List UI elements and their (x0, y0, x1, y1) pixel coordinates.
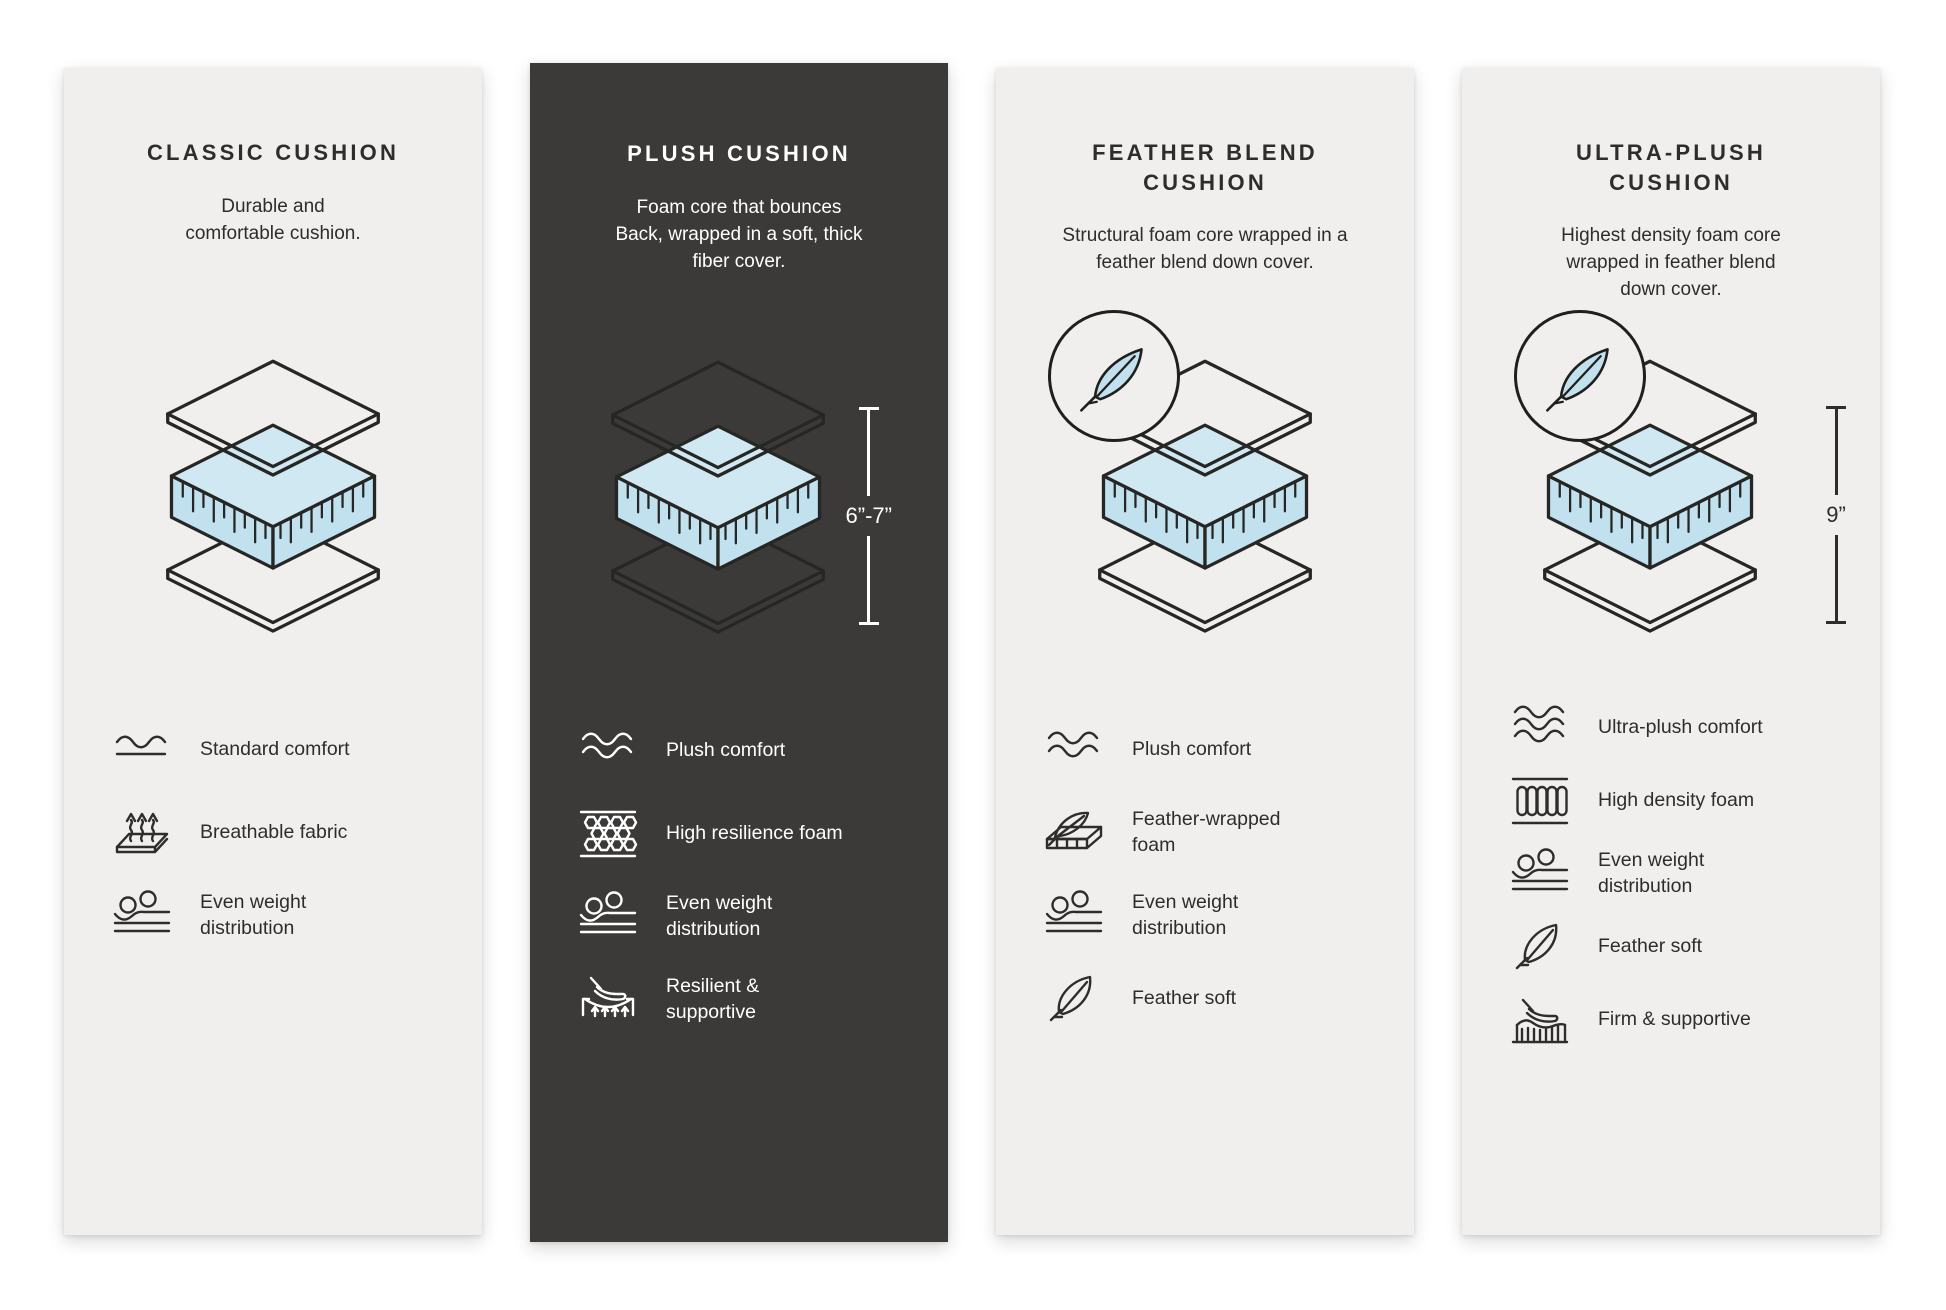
panel-description: Structural foam core wrapped in a feather blend down cover. (1062, 225, 1348, 274)
measure-line (1835, 535, 1838, 621)
feature-label: Plush comfort (666, 739, 786, 762)
feature-list (94, 722, 452, 944)
feature-row (110, 805, 452, 861)
feature-row (1042, 888, 1384, 944)
feature-label: Firm & supportive (1598, 1008, 1751, 1031)
measure-value: 6”-7” (845, 503, 892, 528)
panel-title: CLASSIC CUSHION (146, 140, 400, 165)
panel-header (1492, 138, 1850, 328)
feather-badge (1048, 310, 1180, 442)
feather-icon (1042, 972, 1106, 1026)
feature-list (1492, 700, 1850, 1048)
feature-row (110, 888, 452, 944)
feature-label: Standard comfort (200, 738, 350, 761)
cushion-layers-illustration (560, 329, 918, 659)
panel-classic-cushion (64, 68, 482, 1235)
breathable-fabric-icon (110, 806, 174, 860)
firm-supportive-icon (1508, 993, 1572, 1047)
even-weight-icon (110, 889, 174, 943)
feather-icon (1508, 920, 1572, 974)
measure-line (1835, 409, 1838, 495)
height-measurement (846, 407, 892, 625)
wave-standard-comfort-icon (110, 723, 174, 777)
height-measurement (1826, 406, 1846, 624)
high-density-foam-icon (1508, 774, 1572, 828)
feature-row (1508, 846, 1850, 902)
cushion-layers-illustration (1026, 328, 1384, 658)
feature-row (1042, 722, 1384, 778)
feature-label: High density foam (1598, 789, 1755, 812)
cushion-layers-illustration (1492, 328, 1850, 658)
feature-label: High resilience foam (666, 822, 843, 845)
feature-label: Feather-wrapped foam (1132, 808, 1281, 856)
feature-row (1508, 773, 1850, 829)
feature-label: Even weight distribution (666, 892, 773, 940)
feature-row (1508, 700, 1850, 756)
feature-label: Feather soft (1132, 987, 1237, 1010)
feature-label: Even weight distribution (200, 891, 307, 939)
even-weight-icon (576, 890, 640, 944)
panel-plush-cushion (530, 63, 948, 1242)
measure-bottom-cap (1826, 621, 1846, 624)
panel-ultra-plush-cushion (1462, 68, 1880, 1235)
wave-plush-comfort-icon (1042, 723, 1106, 777)
panel-description: Highest density foam core wrapped in feather blend down cover. (1561, 225, 1781, 301)
feature-label: Ultra-plush comfort (1598, 716, 1763, 739)
wave-plush-comfort-icon (576, 724, 640, 778)
panel-title: PLUSH CUSHION (627, 141, 851, 166)
feature-row (1508, 992, 1850, 1048)
panel-title: ULTRA-PLUSH CUSHION (1576, 140, 1766, 195)
feature-list (560, 723, 918, 1028)
feature-row (576, 806, 918, 862)
feather-icon (1071, 333, 1157, 419)
feature-label: Breathable fabric (200, 821, 348, 844)
feature-label: Even weight distribution (1132, 891, 1239, 939)
feature-list (1026, 722, 1384, 1027)
feather-badge (1514, 310, 1646, 442)
feature-row (110, 722, 452, 778)
feature-label: Plush comfort (1132, 738, 1252, 761)
feature-row (576, 972, 918, 1028)
measure-value: 9” (1826, 502, 1846, 527)
panel-description: Foam core that bounces Back, wrapped in a soft, thick fiber cover. (615, 196, 863, 272)
panel-header (560, 139, 918, 329)
measure-line (867, 536, 870, 622)
cushion-layers-icon (577, 351, 859, 637)
panel-header (1026, 138, 1384, 328)
feature-row (576, 723, 918, 779)
even-weight-icon (1042, 889, 1106, 943)
wave-ultra-plush-comfort-icon (1508, 701, 1572, 755)
feather-icon (1537, 333, 1623, 419)
feature-label: Resilient & supportive (666, 975, 760, 1023)
feature-row (1042, 971, 1384, 1027)
panel-header (94, 138, 452, 328)
measure-bottom-cap (859, 622, 879, 625)
panel-feather-blend-cushion (996, 68, 1414, 1235)
feature-label: Feather soft (1598, 935, 1703, 958)
feature-row (1508, 919, 1850, 975)
measure-line (867, 410, 870, 496)
feature-row (1042, 805, 1384, 861)
panel-description: Durable and comfortable cushion. (185, 195, 361, 244)
panel-title: FEATHER BLEND CUSHION (1092, 140, 1318, 195)
feather-wrapped-foam-icon (1042, 806, 1106, 860)
resilient-supportive-icon (576, 973, 640, 1027)
even-weight-icon (1508, 847, 1572, 901)
feature-label: Even weight distribution (1598, 849, 1705, 897)
cushion-layers-illustration (94, 328, 452, 658)
cushion-layers-icon (132, 350, 414, 636)
feature-row (576, 889, 918, 945)
honeycomb-foam-icon (576, 807, 640, 861)
